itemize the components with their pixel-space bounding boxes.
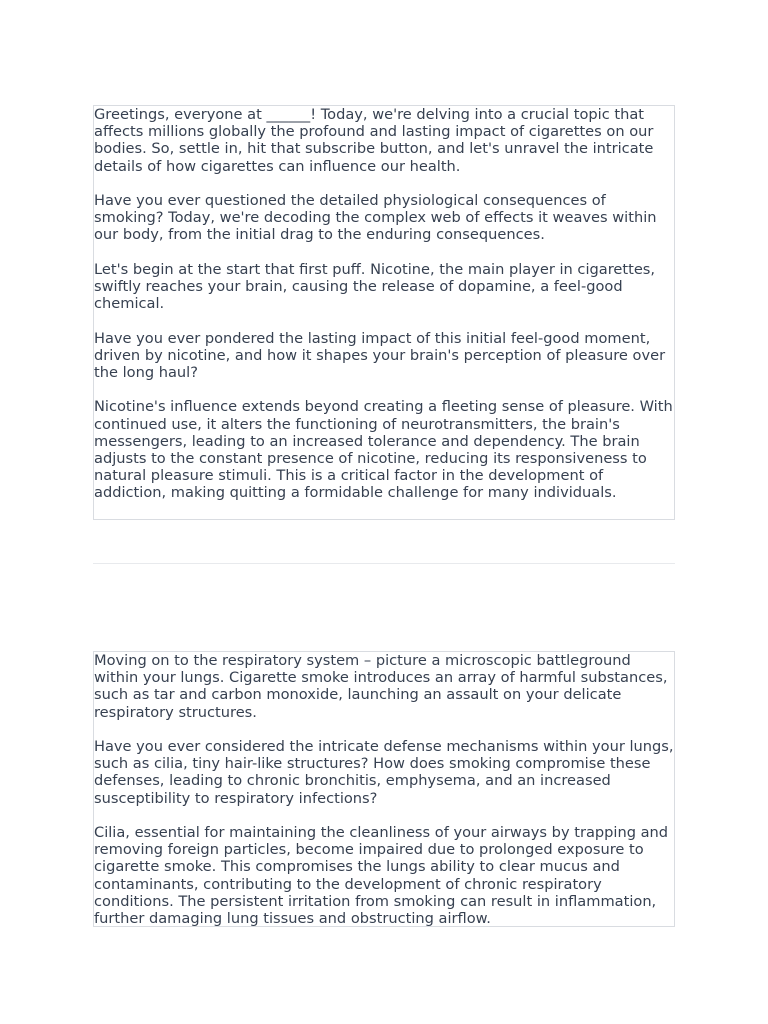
paragraph: Let's begin at the start that first puff. Nicotine, the main player in cigarettes, swiftly reaches your brain, causing the release of dopamine, a feel-good chemical. bbox=[94, 260, 656, 313]
paragraph: Moving on to the respiratory system – picture a microscopic battleground within your lungs. Cigarette smoke introduces an array of harmful substances, such as tar and carbon monoxide, launching an assault on your delicate respiratory structures. bbox=[94, 652, 668, 721]
paragraph: Have you ever considered the intricate defense mechanisms within your lungs, such as cilia, tiny hair-like structures? How does smoking compromise these defenses, leading to chronic bronchitis, emphysema, and an increased susceptibility to respiratory infections? bbox=[94, 738, 674, 807]
paragraph: Cilia, essential for maintaining the cleanliness of your airways by trapping and removing foreign particles, become impaired due to prolonged exposure to cigarette smoke. This compromises the lungs ability to clear mucus and contaminants, contributing to the development of chronic respiratory conditions. The persistent irritation from smoking can result in inflammation, further damaging lung tissues and obstructing airflow. bbox=[94, 824, 669, 928]
text-block-respiratory bbox=[93, 651, 675, 927]
text-block-intro bbox=[93, 105, 675, 520]
section-divider bbox=[93, 563, 675, 564]
paragraph: Have you ever questioned the detailed physiological consequences of smoking? Today, we're decoding the complex web of effects it weaves within our body, from the initial drag to the enduring consequences. bbox=[94, 192, 657, 244]
paragraph: Have you ever pondered the lasting impact of this initial feel-good moment, driven by nicotine, and how it shapes your brain's perception of pleasure over the long haul? bbox=[94, 329, 666, 381]
paragraph: Greetings, everyone at ______! Today, we're delving into a crucial topic that affects millions globally the profound and lasting impact of cigarettes on our bodies. So, settle in, hit that subscribe button, and let's unravel the intricate details of how cigarettes can influence our health. bbox=[94, 106, 654, 175]
paragraph: Nicotine's influence extends beyond creating a fleeting sense of pleasure. With continued use, it alters the functioning of neurotransmitters, the brain's messengers, leading to an increased tolerance and dependency. The brain adjusts to the constant presence of nicotine, reducing its responsiveness to natural pleasure stimuli. This is a critical factor in the development of addiction, making quitting a formidable challenge for many individuals. bbox=[94, 398, 673, 502]
